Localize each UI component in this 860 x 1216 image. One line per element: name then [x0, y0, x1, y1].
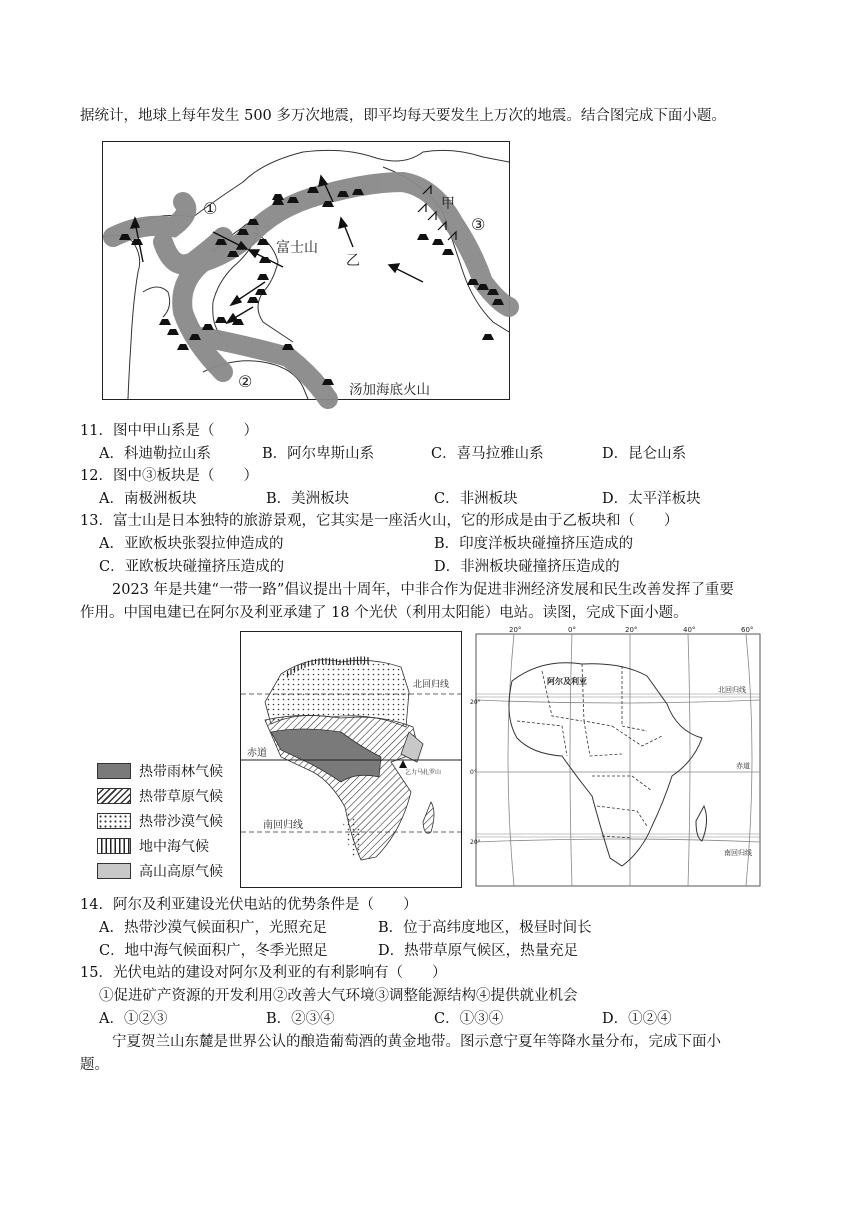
label-lon-5: 60°	[741, 626, 754, 634]
q11-option-b[interactable]: B．阿尔卑斯山系	[262, 446, 375, 462]
label-lon-4: 40°	[683, 626, 696, 634]
q13-option-b[interactable]: B．印度洋板块碰撞挤压造成的	[434, 536, 634, 552]
label-fuji: 富士山	[276, 240, 318, 256]
intro-text-solar-1: 2023 年是共建“一带一路”倡议提出十周年，中非合作为促进非洲经济发展和民生改善发挥了重要	[112, 582, 734, 598]
label-equator-2: 赤道	[736, 762, 750, 770]
label-south-tropic-2: 南回归线	[724, 849, 752, 857]
q14-stem: 14．阿尔及利亚建设光伏电站的优势条件是（ ）	[80, 897, 418, 913]
label-lon-1: 20°	[509, 626, 522, 634]
q12-option-c[interactable]: C．非洲板块	[434, 491, 518, 507]
label-kilimanjaro: 乞力马扎罗山	[405, 769, 442, 776]
label-algeria: 阿尔及利亚	[547, 677, 587, 686]
q13-option-c[interactable]: C．亚欧板块碰撞挤压造成的	[99, 559, 285, 575]
label-tonga: 汤加海底火山	[349, 382, 430, 398]
volcano-marker	[282, 344, 294, 350]
q15-option-b[interactable]: B．②③④	[266, 1011, 335, 1027]
q12-option-d[interactable]: D．太平洋板块	[602, 491, 701, 507]
legend-label: 热带草原气候	[139, 789, 223, 805]
africa-political-map	[472, 626, 764, 888]
label-south-tropic: 南回归线	[263, 820, 303, 831]
label-north-tropic: 北回归线	[413, 680, 450, 690]
label-lon-2: 0°	[568, 626, 576, 634]
africa-climate-svg	[241, 632, 461, 887]
legend-label: 高山高原气候	[139, 864, 223, 880]
q15-stem: 15．光伏电站的建设对阿尔及利亚的有利影响有（ ）	[80, 965, 447, 981]
q12-option-b[interactable]: B．美洲板块	[266, 491, 350, 507]
legend-label: 热带沙漠气候	[139, 814, 223, 830]
intro-text-ningxia-1: 宁夏贺兰山东麓是世界公认的酿造葡萄酒的黄金地带。图示意宁夏年等降水量分布，完成下面小	[112, 1034, 721, 1050]
swatch-mediterranean	[97, 838, 131, 854]
swatch-highland	[97, 863, 131, 879]
q13-stem: 13．富士山是日本独特的旅游景观，它其实是一座活火山，它的形成是由于乙板块和（ ）	[80, 513, 679, 529]
swatch-rainforest	[97, 763, 131, 779]
q13-option-d[interactable]: D．非洲板块碰撞挤压造成的	[434, 559, 620, 575]
volcano-marker	[272, 194, 284, 200]
climate-legend	[97, 762, 247, 880]
volcano-marker	[215, 317, 227, 323]
q13-option-a[interactable]: A．亚欧板块张裂拉伸造成的	[99, 536, 284, 552]
label-lat-1: 20°	[470, 699, 481, 706]
label-plate-1: ①	[203, 199, 218, 218]
volcano-marker	[159, 319, 171, 325]
q15-option-d[interactable]: D．①②④	[602, 1011, 672, 1027]
label-lon-3: 20°	[625, 626, 638, 634]
q15-option-a[interactable]: A．①②③	[99, 1011, 168, 1027]
q12-stem: 12．图中③板块是（ ）	[80, 468, 258, 484]
plate-map-svg	[103, 142, 509, 399]
africa-climate-map	[240, 631, 462, 888]
q14-option-d[interactable]: D．热带草原气候区，热量充足	[378, 943, 579, 959]
volcano-marker	[202, 324, 214, 330]
legend-label: 地中海气候	[139, 839, 209, 855]
intro-text-solar-2: 作用。中国电建已在阿尔及利亚承建了 18 个光伏（利用太阳能）电站。读图，完成下面小题。	[80, 605, 688, 621]
intro-text-earthquake: 据统计，地球上每年发生 500 多万次地震，即平均每天要发生上万次的地震。结合图完成下面小题。	[80, 108, 726, 124]
volcano-marker	[247, 297, 259, 303]
volcano-marker	[432, 239, 444, 245]
legend-savanna	[97, 787, 223, 805]
label-jia: 甲	[441, 196, 455, 212]
q14-option-a[interactable]: A．热带沙漠气候面积广，光照充足	[99, 920, 327, 936]
legend-highland	[97, 862, 223, 880]
legend-desert	[97, 812, 223, 830]
legend-rainforest	[97, 762, 223, 780]
volcano-marker	[257, 274, 269, 280]
volcano-marker	[442, 249, 454, 255]
q14-option-b[interactable]: B．位于高纬度地区，极昼时间长	[378, 920, 592, 936]
label-plate-2: ②	[238, 372, 253, 391]
label-lat-2: 0°	[470, 769, 477, 776]
q11-option-d[interactable]: D．昆仑山系	[602, 446, 687, 462]
label-yi: 乙	[346, 253, 360, 269]
q11-option-a[interactable]: A．科迪勒拉山系	[99, 446, 211, 462]
q14-option-c[interactable]: C．地中海气候面积广，冬季光照足	[99, 943, 328, 959]
plate-map	[102, 141, 510, 400]
swatch-savanna	[97, 788, 131, 804]
africa-political-svg	[472, 626, 764, 888]
legend-label: 热带雨林气候	[139, 764, 223, 780]
q15-items: ①促进矿产资源的开发利用②改善大气环境③调整能源结构④提供就业机会	[99, 988, 578, 1004]
swatch-desert	[97, 813, 131, 829]
q15-option-c[interactable]: C．①③④	[434, 1011, 504, 1027]
label-equator: 赤道	[247, 748, 267, 759]
label-north-tropic-2: 北回归线	[718, 686, 746, 694]
intro-text-ningxia-2: 题。	[80, 1057, 109, 1073]
volcano-marker	[177, 344, 189, 350]
label-lat-3: 20°	[470, 839, 481, 846]
q11-stem: 11．图中甲山系是（ ）	[80, 423, 258, 439]
volcano-marker	[482, 334, 494, 340]
volcano-marker	[167, 329, 179, 335]
volcano-marker	[131, 239, 143, 245]
label-plate-3: ③	[471, 215, 486, 234]
q12-option-a[interactable]: A．南极洲板块	[99, 491, 197, 507]
legend-mediterranean	[97, 837, 209, 855]
q11-option-c[interactable]: C．喜马拉雅山系	[431, 446, 544, 462]
volcano-marker	[417, 234, 429, 240]
